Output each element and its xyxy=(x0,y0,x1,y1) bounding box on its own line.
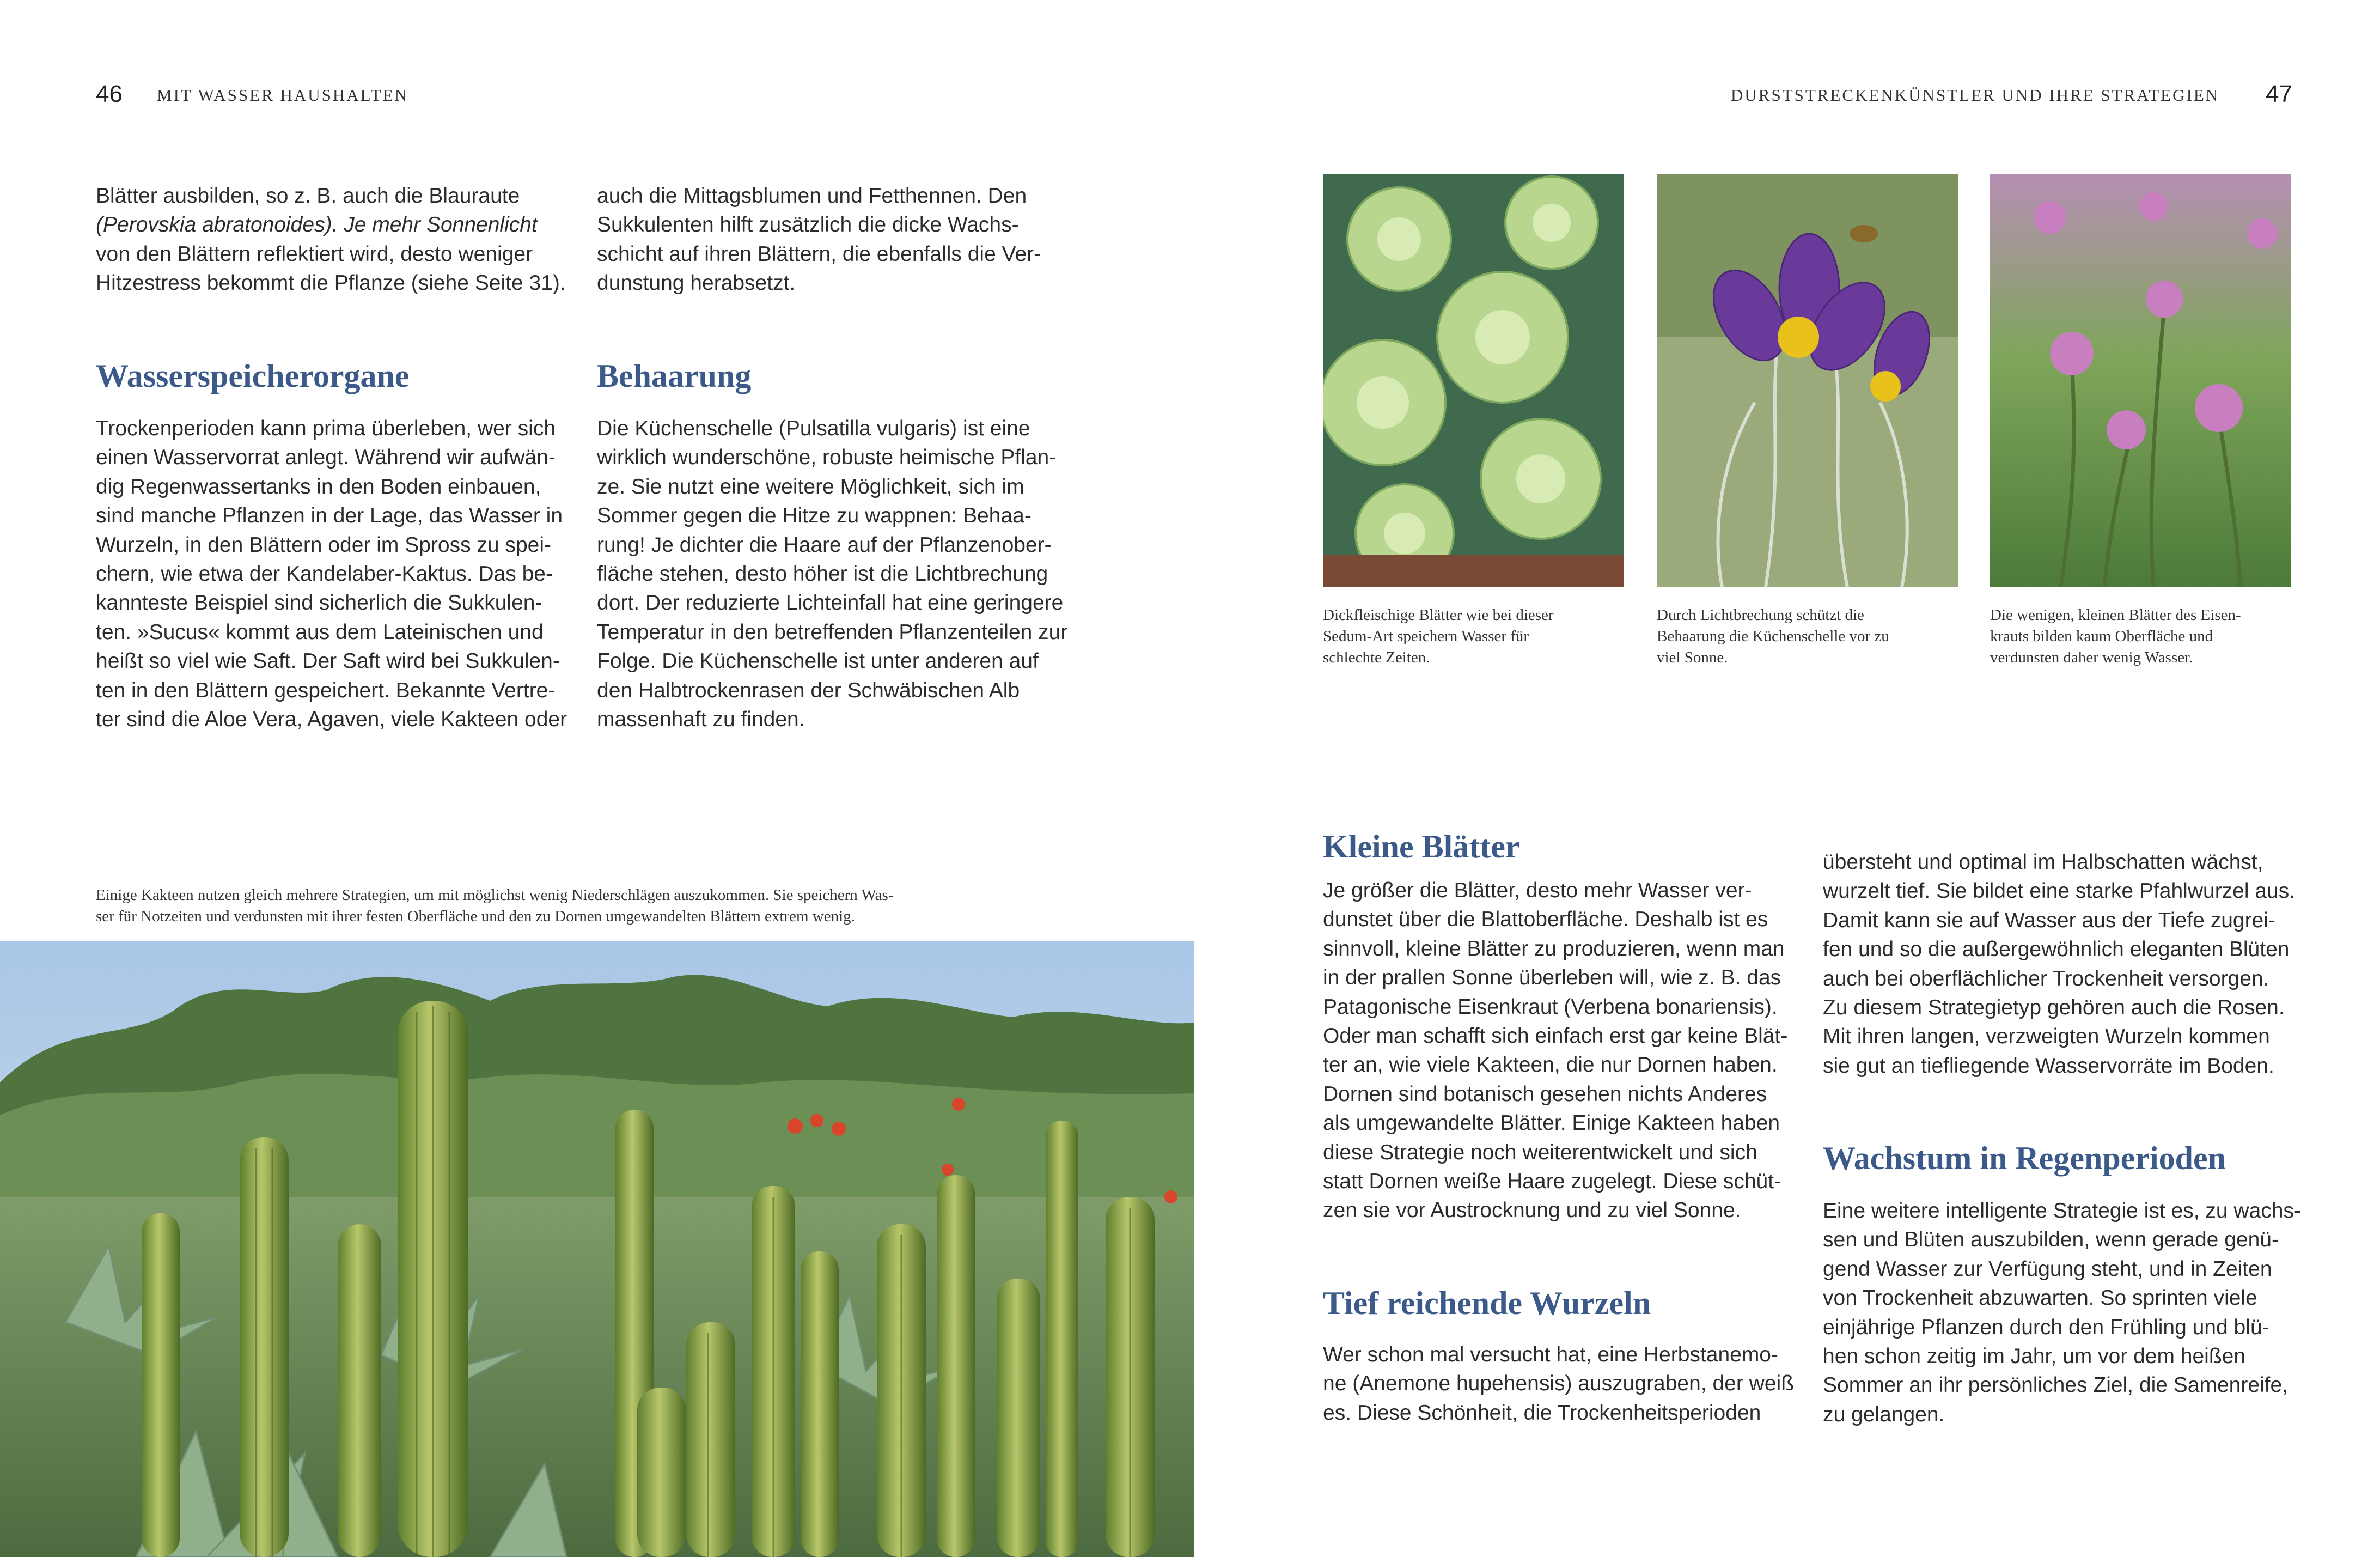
running-head-left: MIT WASSER HAUSHALTEN xyxy=(157,86,409,105)
roots-continued-paragraph: übersteht und optimal im Halbschatten wächst, wurzelt tief. Sie bildet eine starke Pfahlwurzel aus. Damit kann sie auf Wasser aus der Tiefe zugrei- fen und so die außergewöhnlich eleganten Blüten auch bei oberflächlicher Trockenheit versorgen. Zu diesem Strategietyp gehören auch die Rosen. Mit ihren langen, verzweigten Wurzeln kommen sie gut an tiefliegende Wasservorräte im Boden. xyxy=(1823,850,2296,1078)
pasque-flower-photo xyxy=(1657,174,1958,587)
running-head-right: DURSTSTRECKENKÜNSTLER UND IHRE STRATEGIEN xyxy=(1731,86,2220,105)
page-number-left: 46 xyxy=(96,81,123,107)
pasque-flower-caption: Durch Lichtbrechung schützt die Behaarung die Küchenschelle vor zu viel Sonne. xyxy=(1657,606,1889,666)
sedum-caption: Dickfleischige Blätter wie bei dieser Sedum-Art speichern Wasser für schlechte Zeiten. xyxy=(1323,606,1554,666)
water-storage-paragraph: Trockenperioden kann prima überleben, wer sich einen Wasservorrat anlegt. Während wir aufwän- dig Regenwassertanks in den Boden einbauen, sind manche Pflanzen in der Lage, das Wasser in Wurzeln, in den Blättern oder im Spross zu spei- chern, wie etwa der Kandelaber-Kaktus. Das be- kannteste Beispiel sind sicherlich die Sukkulen- ten. »Sucus« kommt aus dem Lateinischen und heißt so viel wie Saft. Der Saft wird bei Sukkulen- ten in den Blättern gespeichert. Bekannte Vertre- ter sind die Aloe Vera, Agaven, viele Kakteen oder xyxy=(96,417,567,732)
roots-paragraph: Wer schon mal versucht hat, eine Herbstanemo- ne (Anemone hupehensis) auszugraben, der weiß es. Diese Schönheit, die Trockenheitsperioden xyxy=(1323,1343,1795,1425)
sedum-photo xyxy=(1323,174,1624,587)
cactus-photo-caption: Einige Kakteen nutzen gleich mehrere Strategien, um mit möglichst wenig Niederschlägen auszukommen. Sie speichern Was- ser für Notzeiten und verdunsten mit ihrer festen Oberfläche und den zu Dornen umgewandelten Blättern extrem wenig. xyxy=(96,886,894,925)
heading-behaarung: Behaarung xyxy=(597,358,752,394)
verbena-photo xyxy=(1990,174,2291,587)
heading-wachstum-in-regenperioden: Wachstum in Regenperioden xyxy=(1823,1140,2226,1176)
verbena-caption: Die wenigen, kleinen Blätter des Eisen- krauts bilden kaum Oberfläche und verdunsten daher wenig Wasser. xyxy=(1990,606,2241,666)
small-leaves-paragraph: Je größer die Blätter, desto mehr Wasser ver- dunstet über die Blattoberfläche. Deshalb ist es sinnvoll, kleine Blätter zu produzieren, wenn man in der prallen Sonne überleben will, wie z. B. das Patagonische Eisenkraut (Verbena bonariensis). Oder man schafft sich einfach erst gar keine Blät- ter an, wie viele Kakteen, die nur Dornen haben. Dornen sind botanisch gesehen nichts Anderes als umgewandelte Blätter. Einige Kakteen haben diese Strategie noch weiterentwickelt und sich statt Dornen weiße Haare zugelegt. Diese schüt- zen sie vor Austrocknung und zu viel Sonne. xyxy=(1323,879,1788,1223)
rain-growth-paragraph: Eine weitere intelligente Strategie ist es, zu wachs- sen und Blüten auszubilden, wenn gerade genü- gend Wasser zur Verfügung steht, und in Zeiten von Trockenheit abzuwarten. So sprinten viele einjährige Pflanzen durch den Frühling und blü- hen schon zeitig im Jahr, um vor dem heißen Sommer an ihr persönliches Ziel, die Samenreife, zu gelangen. xyxy=(1823,1199,2301,1426)
hair-paragraph: Die Küchenschelle (Pulsatilla vulgaris) ist eine wirklich wunderschöne, robuste heimische Pflan- ze. Sie nutzt eine weitere Möglichkeit, sich im Sommer gegen die Hitze zu wappnen: Behaa- rung! Je dichter die Haare auf der Pflanzenober- fläche stehen, desto höher ist die Lichtbrechung dort. Der reduzierte Lichteinfall hat eine geringere Temperatur in den betreffenden Pflanzenteilen zur Folge. Die Küchenschelle ist unter anderen auf den Halbtrockenrasen der Schwäbischen Alb massenhaft zu finden. xyxy=(597,417,1068,732)
page-number-right: 47 xyxy=(2266,81,2292,107)
heading-tief-reichende-wurzeln: Tief reichende Wurzeln xyxy=(1323,1285,1651,1321)
intro-right-paragraph: auch die Mittagsblumen und Fetthennen. Den Sukkulenten hilft zusätzlich die dicke Wachs- schicht auf ihren Blättern, die ebenfalls die Ver- dunstung herabsetzt. xyxy=(597,184,1041,295)
cactus-garden-photo xyxy=(0,941,1194,1557)
heading-kleine-blaetter: Kleine Blätter xyxy=(1323,829,1520,865)
intro-left-paragraph: Blätter ausbilden, so z. B. auch die Blauraute (Perovskia abratonoides). Je mehr Sonnenlicht von den Blättern reflektiert wird, desto weniger Hitzestress bekommt die Pflanze (siehe Seite 31). xyxy=(96,184,566,295)
heading-wasserspeicherorgane: Wasserspeicherorgane xyxy=(96,358,410,394)
